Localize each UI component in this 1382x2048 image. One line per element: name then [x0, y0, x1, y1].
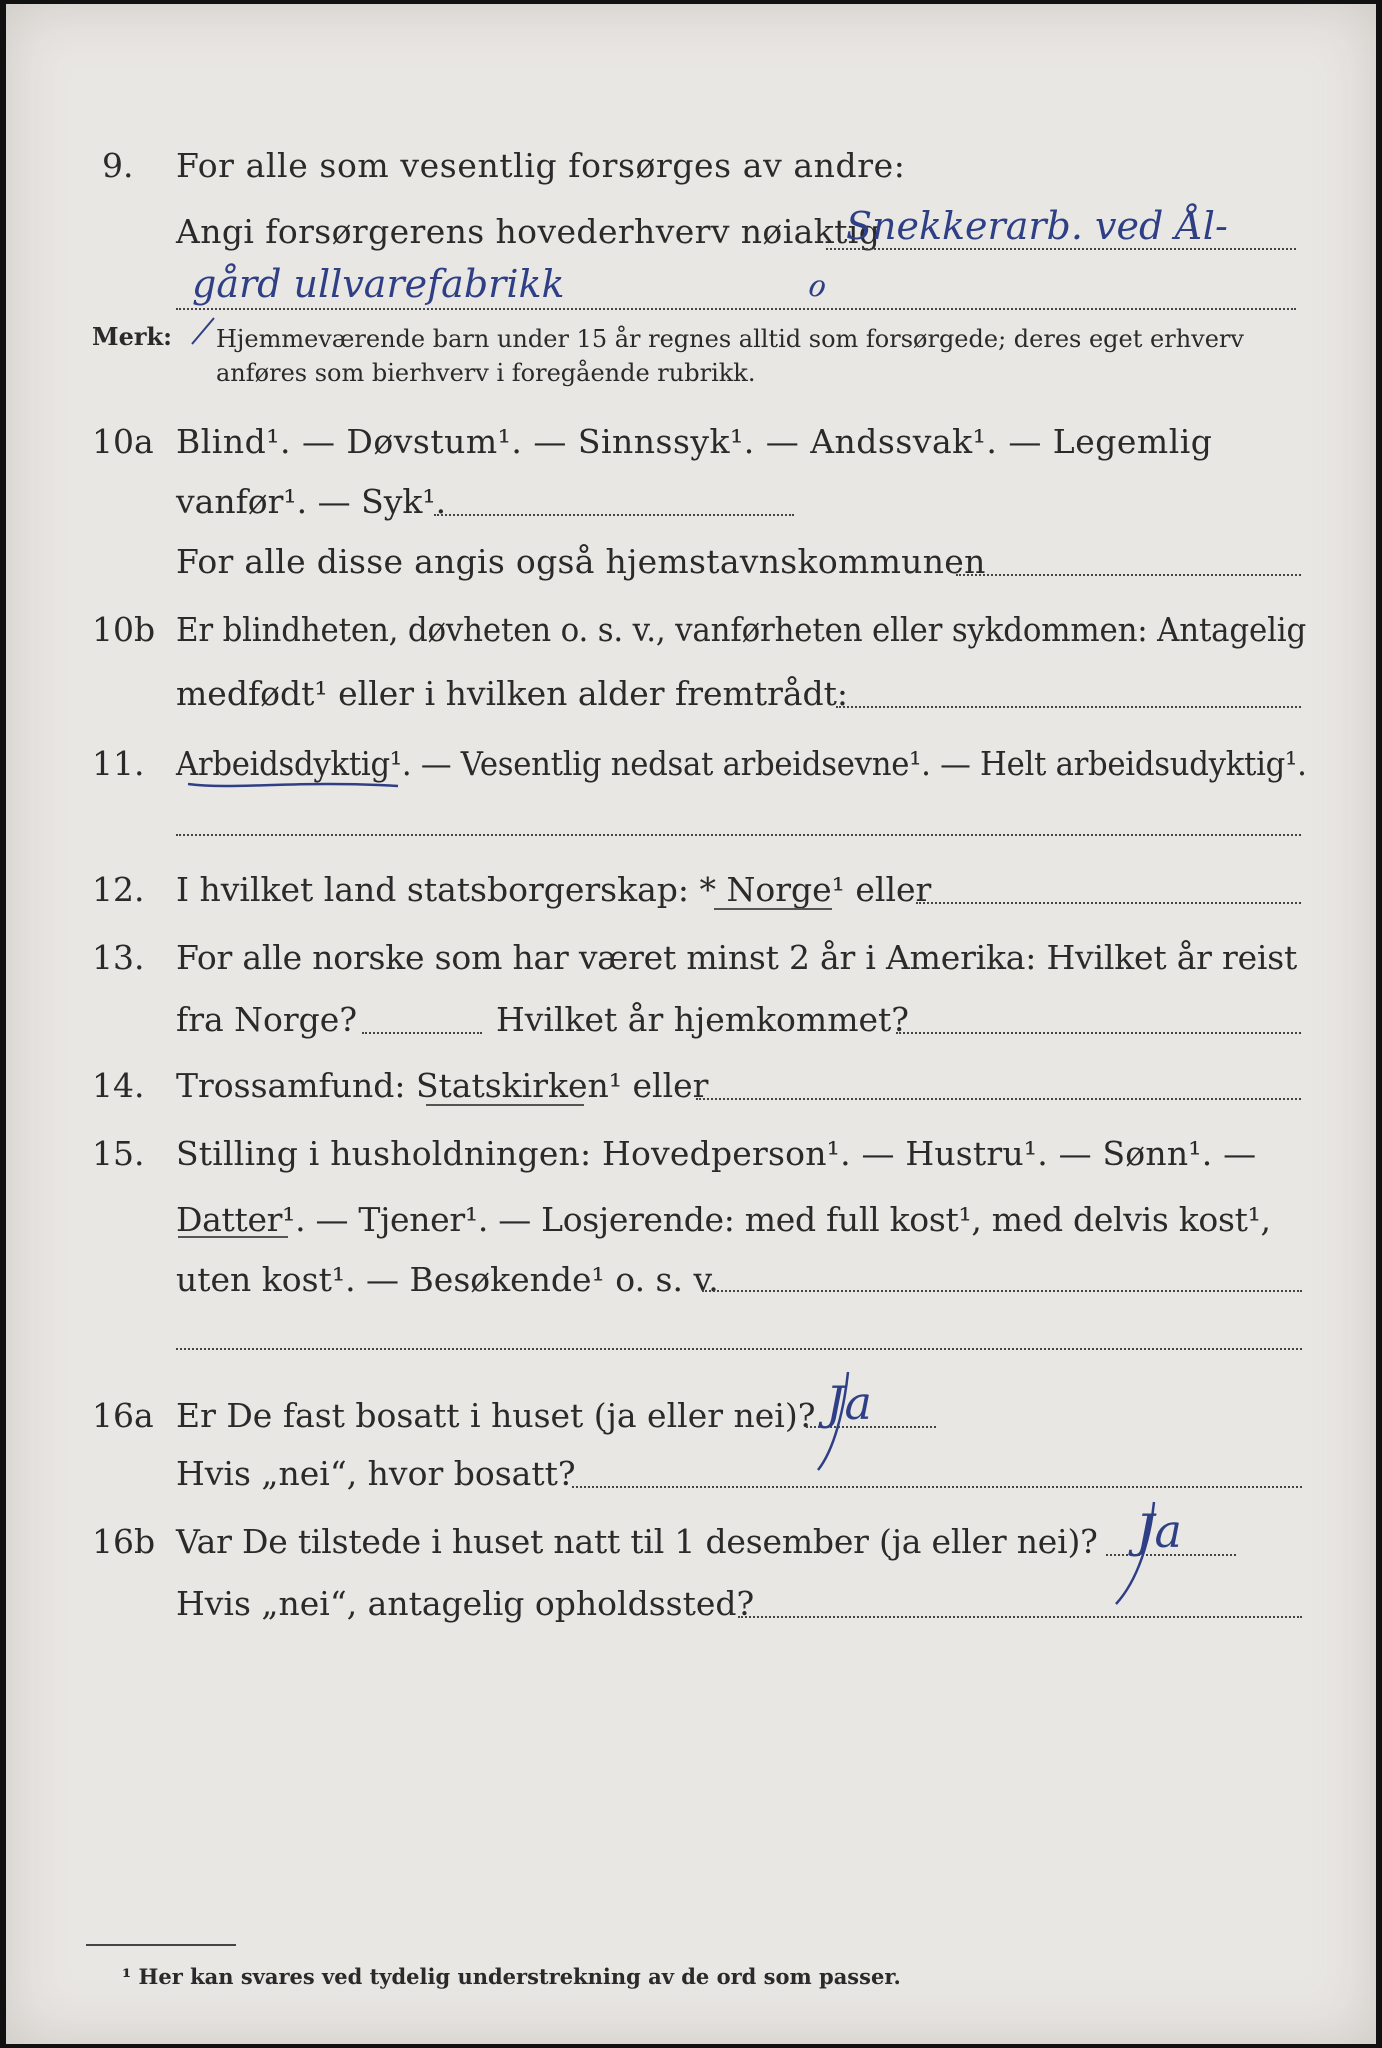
q14-line1: Trossamfund: Statskirken¹ eller — [176, 1066, 709, 1105]
q16a-bosatt-line — [572, 1486, 1302, 1488]
ink-slash-mark — [192, 316, 232, 346]
q16a-number: 16a — [92, 1396, 154, 1435]
q10a-syk-line — [434, 514, 794, 516]
q9-line1: For alle som vesentlig forsørges av andre: — [176, 146, 906, 185]
q16b-ink-stroke — [1110, 1500, 1160, 1610]
q15-answer-line2 — [176, 1348, 1302, 1350]
q13-hjemkommet-line — [896, 1032, 1301, 1034]
q16a-line1: Er De fast bosatt i huset (ja eller nei)? — [176, 1396, 816, 1435]
q13-line2b: Hvilket år hjemkommet? — [496, 1000, 909, 1039]
q16a-ink-stroke — [814, 1370, 854, 1480]
merk-note-line2: anføres som bierhverv i foregående rubrikk. — [216, 359, 756, 387]
q12-answer-line — [916, 902, 1301, 904]
q15-datter-underline — [178, 1236, 288, 1238]
census-form-page — [6, 4, 1376, 2044]
q11-underline-ink — [186, 776, 406, 794]
q9-number: 9. — [102, 146, 134, 185]
q10a-kommune-line — [956, 574, 1301, 576]
q15-line2: Datter¹. — Tjener¹. — Losjerende: med full kost¹, med delvis kost¹, — [176, 1200, 1271, 1239]
q13-number: 13. — [92, 938, 145, 977]
q10a-number: 10a — [92, 422, 154, 461]
q16b-line2: Hvis „nei“, antagelig opholdssted? — [176, 1584, 755, 1623]
q10a-line1: Blind¹. — Døvstum¹. — Sinnssyk¹. — Andssvak¹. — Legemlig — [176, 422, 1213, 461]
q9-answer-line2 — [176, 308, 1296, 310]
q9-answer-line1 — [826, 248, 1296, 250]
q13-line2a: fra Norge? — [176, 1000, 358, 1039]
q9-handwritten-mark: ℴ — [806, 260, 825, 306]
q16a-line2: Hvis „nei“, hvor bosatt? — [176, 1454, 576, 1493]
q16b-handwritten-answer: Ja — [1136, 1504, 1182, 1558]
q10b-answer-line — [836, 706, 1301, 708]
q12-number: 12. — [92, 870, 145, 909]
footnote-rule — [86, 1944, 236, 1946]
merk-note-line1: Hjemmeværende barn under 15 år regnes alltid som forsørgede; deres eget erhverv — [216, 325, 1244, 353]
q13-line1: For alle norske som har været minst 2 år i Amerika: Hvilket år reist — [176, 938, 1298, 977]
q11-line1: Arbeidsdyktig¹. — Vesentlig nedsat arbeidsevne¹. — Helt arbeidsudyktig¹. — [176, 744, 1307, 783]
q9-handwritten-answer1: Snekkerarb. ved Ål- — [846, 204, 1228, 248]
q10a-line2: vanfør¹. — Syk¹. — [176, 482, 447, 521]
q10a-line3: For alle disse angis også hjemstavnskommunen — [176, 542, 986, 581]
q16b-opholdssted-line — [738, 1616, 1302, 1618]
q10b-number: 10b — [92, 610, 156, 649]
q15-number: 15. — [92, 1134, 145, 1173]
q16b-number: 16b — [92, 1522, 156, 1561]
q16a-handwritten-answer: Ja — [826, 1376, 872, 1430]
q15-line1: Stilling i husholdningen: Hovedperson¹. — Hustru¹. — Sønn¹. — — [176, 1134, 1257, 1173]
q9-line2: Angi forsørgerens hovederhverv nøiaktig — [176, 212, 881, 251]
q14-answer-line — [696, 1098, 1301, 1100]
q9-handwritten-answer2: gård ullvarefabrikk — [192, 262, 565, 306]
footnote-text: ¹ Her kan svares ved tydelig understrekning av de ord som passer. — [122, 1964, 901, 1989]
q11-answer-line — [176, 834, 1301, 836]
q11-number: 11. — [92, 744, 145, 783]
q10b-line2: medfødt¹ eller i hvilken alder fremtrådt: — [176, 674, 849, 713]
q16b-line1: Var De tilstede i huset natt til 1 desember (ja eller nei)? — [176, 1522, 1098, 1561]
merk-label: Merk: — [92, 322, 172, 351]
q14-statskirken-underline — [426, 1104, 584, 1106]
q10b-line1: Er blindheten, døvheten o. s. v., vanførheten eller sykdommen: Antagelig — [176, 610, 1307, 649]
q14-number: 14. — [92, 1066, 145, 1105]
q12-line1: I hvilket land statsborgerskap: * Norge¹ eller — [176, 870, 932, 909]
q15-answer-line1 — [702, 1290, 1302, 1292]
q15-line3: uten kost¹. — Besøkende¹ o. s. v. — [176, 1260, 719, 1299]
q13-reist-line — [362, 1032, 482, 1034]
q12-norge-underline — [714, 908, 832, 910]
